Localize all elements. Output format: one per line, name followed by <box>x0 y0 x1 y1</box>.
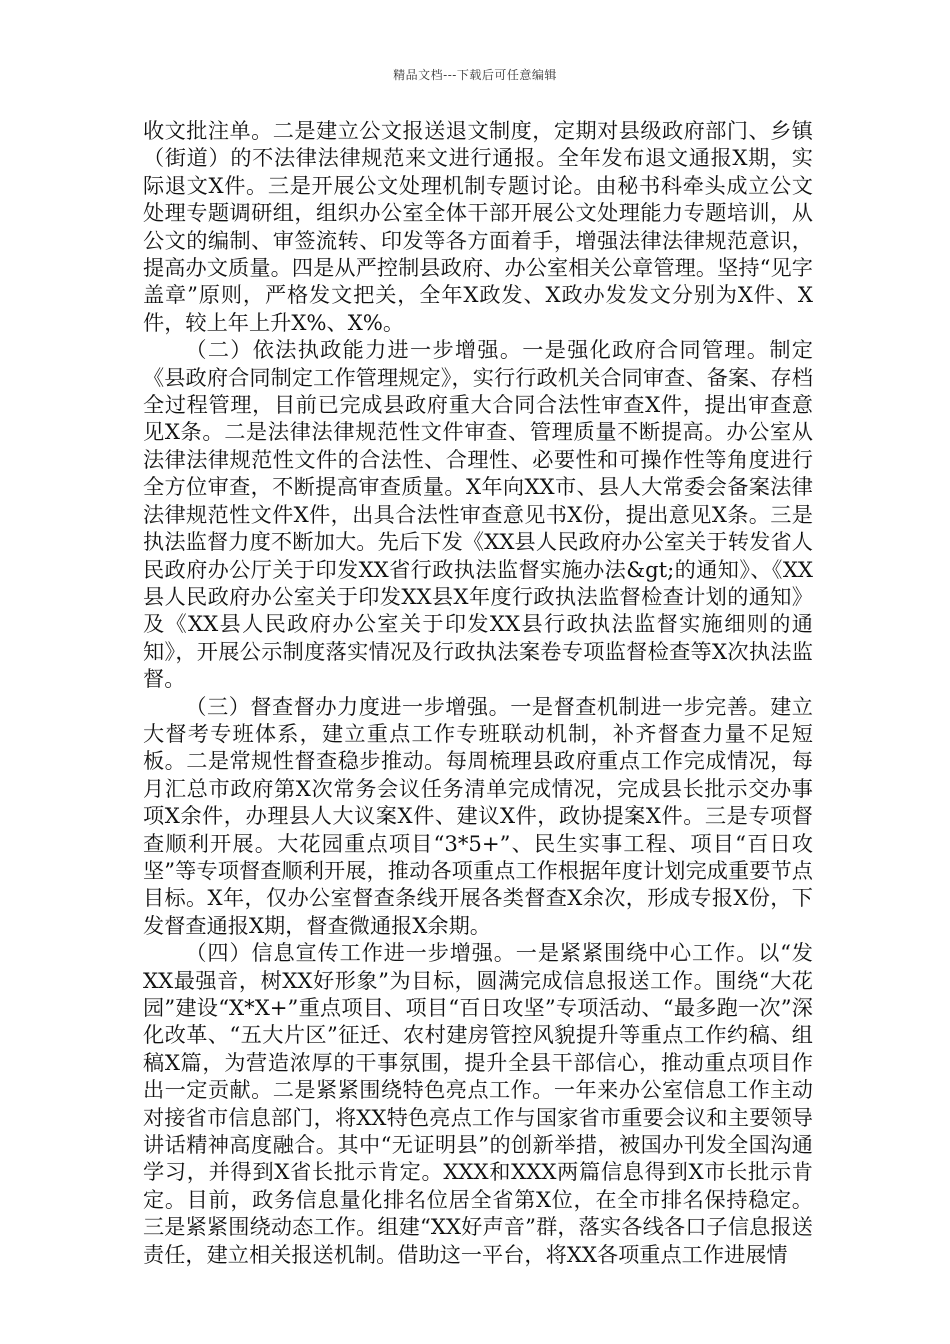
paragraph-continuation: 收文批注单。二是建立公文报送退文制度，定期对县级政府部门、乡镇（街道）的不法律法律规范来文进行通报。全年发布退文通报X期，实际退文X件。三是开展公文处理机制专题讨论。由秘书科牵头成立公文处理专题调研组，组织办公室全体干部开展公文处理能力专题培训，从公文的编制、审签流转、印发等各方面着手，增强法律法律规范意识，提高办文质量。四是从严控制县政府、办公室相关公章管理。坚持“见字盖章”原则，严格发文把关，全年X政发、X政办发发文分别为X件、X件，较上年上升X%、X%。 <box>143 118 813 335</box>
document-body <box>143 117 813 1268</box>
paragraph-section-2: （二）依法执政能力进一步增强。一是强化政府合同管理。制定《县政府合同制定工作管理规定》，实行行政机关合同审查、备案、存档全过程管理，目前已完成县政府重大合同合法性审查X件，提出审查意见X条。二是法律法律规范性文件审查、管理质量不断提高。办公室从法律法律规范性文件的合法性、合理性、必要性和可操作性等角度进行全方位审查，不断提高审查质量。X年向XX市、县人大常委会备案法律法律规范性文件X件，出具合法性审查意见书X份，提出意见X条。三是执法监督力度不断加大。先后下发《XX县人民政府办公室关于转发省人民政府办公厅关于印发XX省行政执法监督实施办法&gt;的通知》、《XX县人民政府办公室关于印发XX县X年度行政执法监督检查计划的通知》及《XX县人民政府办公室关于印发XX县行政执法监督实施细则的通知》，开展公示制度落实情况及行政执法案卷专项监督检查等X次执法监督。 <box>143 337 813 692</box>
paragraph-section-4: （四）信息宣传工作进一步增强。一是紧紧围绕中心工作。以“发XX最强音，树XX好形象”为目标，圆满完成信息报送工作。围绕“大花园”建设“X*X+”重点项目、项目“百日攻坚”专项活动、“最多跑一次”深化改革、“五大片区”征迁、农村建房管控风貌提升等重点工作约稿、组稿X篇，为营造浓厚的干事氛围，提升全县干部信心，推动重点项目作出一定贡献。二是紧紧围绕特色亮点工作。一年来办公室信息工作主动对接省市信息部门，将XX特色亮点工作与国家省市重要会议和主要领导讲话精神高度融合。其中“无证明县”的创新举措，被国办刊发全国沟通学习，并得到X省长批示肯定。XXX和XXX两篇信息得到X市长批示肯定。目前，政务信息量化排名位居全省第X位，在全市排名保持稳定。三是紧紧围绕动态工作。组建“XX好声音”群，落实各线各口子信息报送责任，建立相关报送机制。借助这一平台，将XX各项重点工作进展情 <box>143 940 813 1267</box>
page-header: 精品文档---下载后可任意编辑 <box>393 68 557 82</box>
paragraph-section-3: （三）督查督办力度进一步增强。一是督查机制进一步完善。建立大督考专班体系，建立重点工作专班联动机制，补齐督查力量不足短板。二是常规性督查稳步推动。每周梳理县政府重点工作完成情况，每月汇总市政府第X次常务会议任务清单完成情况，完成县长批示交办事项X余件，办理县人大议案X件、建议X件，政协提案X件。三是专项督查顺利开展。大花园重点项目“3*5+”、民生实事工程、项目“百日攻坚”等专项督查顺利开展，推动各项重点工作根据年度计划完成重要节点目标。X年，仅办公室督查条线开展各类督查X余次，形成专报X份，下发督查通报X期，督查微通报X余期。 <box>143 693 813 938</box>
